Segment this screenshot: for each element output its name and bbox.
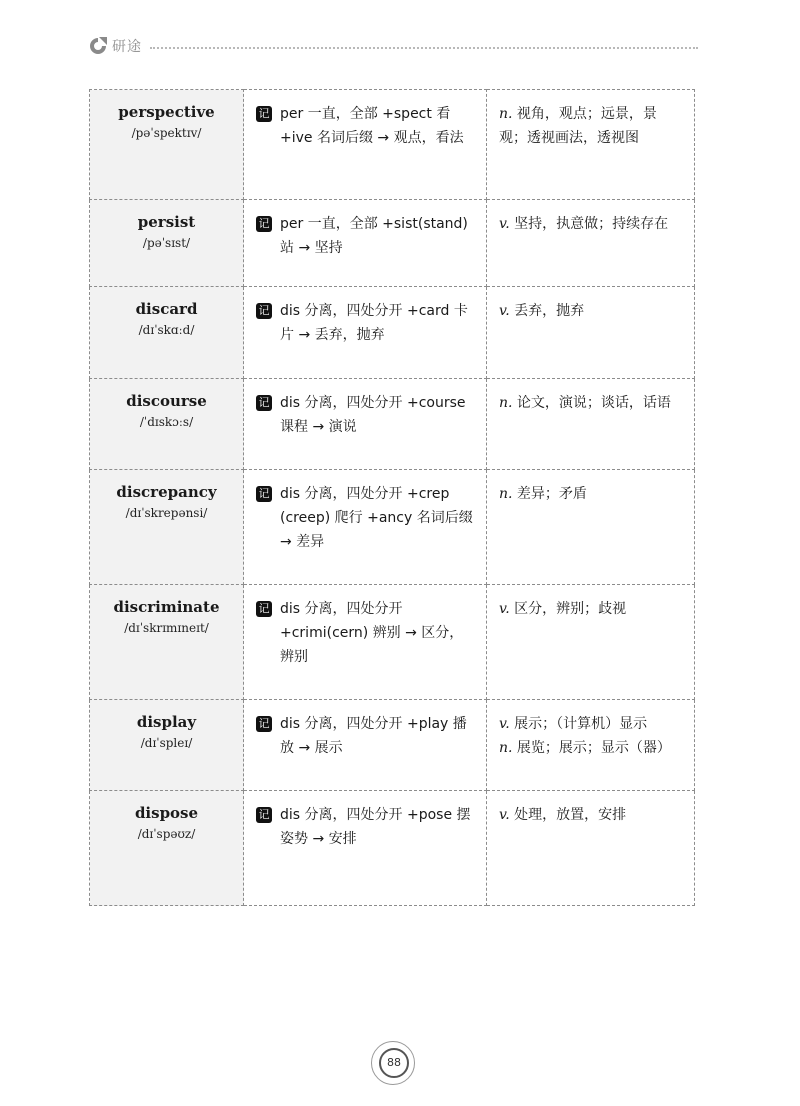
table-row [90, 470, 695, 585]
definition-line [499, 597, 682, 621]
part-of-speech: n. [499, 106, 513, 122]
mnemonic-cell [244, 200, 487, 287]
mnemonic-cell [244, 287, 487, 379]
definition-line [499, 212, 682, 236]
definition-cell [487, 287, 695, 379]
phonetic: /pəˈsɪst/ [142, 236, 191, 250]
mnemonic-text: dis 分离，四处分开 +pose 摆姿势 → 安排 [280, 807, 471, 847]
table-row [90, 791, 695, 906]
definition-text: 差异；矛盾 [516, 486, 587, 502]
definition-text: 丢弃，抛弃 [514, 303, 585, 319]
memo-icon: 记 [256, 716, 272, 732]
table-row [90, 585, 695, 700]
mnemonic [256, 482, 474, 554]
page-number: 88 [379, 1048, 409, 1078]
headword: persist [137, 213, 196, 231]
mnemonic [256, 597, 474, 669]
mnemonic-text: dis 分离，四处分开 +course 课程 → 演说 [280, 395, 466, 435]
table-row [90, 90, 695, 200]
phonetic: /dɪˈspleɪ/ [140, 736, 193, 750]
mnemonic-cell [244, 585, 487, 700]
mnemonic-text: dis 分离，四处分开 +card 卡片 → 丢弃，抛弃 [280, 303, 468, 343]
mnemonic-cell [244, 700, 487, 791]
word-cell [90, 200, 244, 287]
definition-cell [487, 379, 695, 470]
phonetic: /dɪˈskɑːd/ [138, 323, 195, 337]
mnemonic-text: per 一直，全部 +sist(stand) 站 → 坚持 [280, 216, 468, 256]
table-row [90, 379, 695, 470]
memo-icon: 记 [256, 601, 272, 617]
mnemonic [256, 102, 474, 150]
memo-icon: 记 [256, 807, 272, 823]
definition-line [499, 712, 682, 736]
headword: display [136, 713, 197, 731]
headword: discrepancy [116, 483, 217, 501]
definition-text: 展示；（计算机）显示 [514, 716, 648, 732]
definition-cell [487, 90, 695, 200]
header-divider [150, 47, 698, 49]
definition-line [499, 391, 682, 415]
phonetic: /ˈdɪskɔːs/ [139, 415, 194, 429]
logo-text: 研途 [112, 39, 142, 55]
part-of-speech: v. [499, 303, 510, 319]
headword: perspective [118, 103, 215, 121]
headword: discourse [126, 392, 207, 410]
word-cell [90, 470, 244, 585]
table-row [90, 700, 695, 791]
part-of-speech: v. [499, 807, 510, 823]
word-cell [90, 90, 244, 200]
mnemonic-cell [244, 470, 487, 585]
mnemonic [256, 212, 474, 260]
mnemonic-cell [244, 90, 487, 200]
phonetic: /dɪˈskrepənsi/ [125, 506, 208, 520]
definition-cell [487, 585, 695, 700]
memo-icon: 记 [256, 216, 272, 232]
definition-line [499, 803, 682, 827]
vocab-table [89, 89, 695, 906]
page-header [88, 36, 698, 60]
headword: dispose [134, 804, 199, 822]
mnemonic-text: dis 分离，四处分开 +play 播放 → 展示 [280, 716, 467, 756]
definition-text: 处理，放置，安排 [514, 807, 627, 823]
part-of-speech: v. [499, 716, 510, 732]
table-row [90, 200, 695, 287]
word-cell [90, 791, 244, 906]
headword: discard [135, 300, 198, 318]
word-cell [90, 700, 244, 791]
logo-icon [88, 36, 108, 56]
definition-line [499, 102, 682, 150]
mnemonic-text: dis 分离，四处分开 +crep (creep) 爬行 +ancy 名词后缀 → 差异 [280, 486, 473, 550]
mnemonic-cell [244, 791, 487, 906]
definition-text: 论文，演说；谈话，话语 [516, 395, 671, 411]
mnemonic [256, 299, 474, 347]
phonetic: /dɪˈskrɪmɪneɪt/ [124, 621, 209, 635]
word-cell [90, 287, 244, 379]
definition-cell [487, 200, 695, 287]
table-row [90, 287, 695, 379]
mnemonic-cell [244, 379, 487, 470]
mnemonic-text: per 一直，全部 +spect 看 +ive 名词后缀 → 观点，看法 [280, 106, 464, 146]
memo-icon: 记 [256, 395, 272, 411]
part-of-speech: n. [499, 740, 513, 756]
mnemonic [256, 391, 474, 439]
memo-icon: 记 [256, 303, 272, 319]
definition-text: 展览；展示；显示（器） [516, 740, 671, 756]
part-of-speech: n. [499, 486, 513, 502]
memo-icon: 记 [256, 106, 272, 122]
definition-text: 视角，观点；远景，景观；透视画法，透视图 [499, 106, 657, 146]
definition-cell [487, 470, 695, 585]
phonetic: /dɪˈspəʊz/ [137, 827, 196, 841]
definition-text: 坚持，执意做；持续存在 [514, 216, 669, 232]
definition-text: 区分，辨别；歧视 [514, 601, 627, 617]
part-of-speech: v. [499, 601, 510, 617]
definition-line [499, 299, 682, 323]
definition-line [499, 482, 682, 506]
memo-icon: 记 [256, 486, 272, 502]
mnemonic [256, 803, 474, 851]
headword: discriminate [113, 598, 220, 616]
word-cell [90, 585, 244, 700]
mnemonic [256, 712, 474, 760]
logo [88, 36, 142, 56]
definition-cell [487, 700, 695, 791]
definition-line [499, 736, 682, 760]
mnemonic-text: dis 分离，四处分开 +crimi(cern) 辨别 → 区分，辨别 [280, 601, 464, 665]
part-of-speech: v. [499, 216, 510, 232]
definition-cell [487, 791, 695, 906]
word-cell [90, 379, 244, 470]
part-of-speech: n. [499, 395, 513, 411]
phonetic: /pəˈspektɪv/ [131, 126, 202, 140]
